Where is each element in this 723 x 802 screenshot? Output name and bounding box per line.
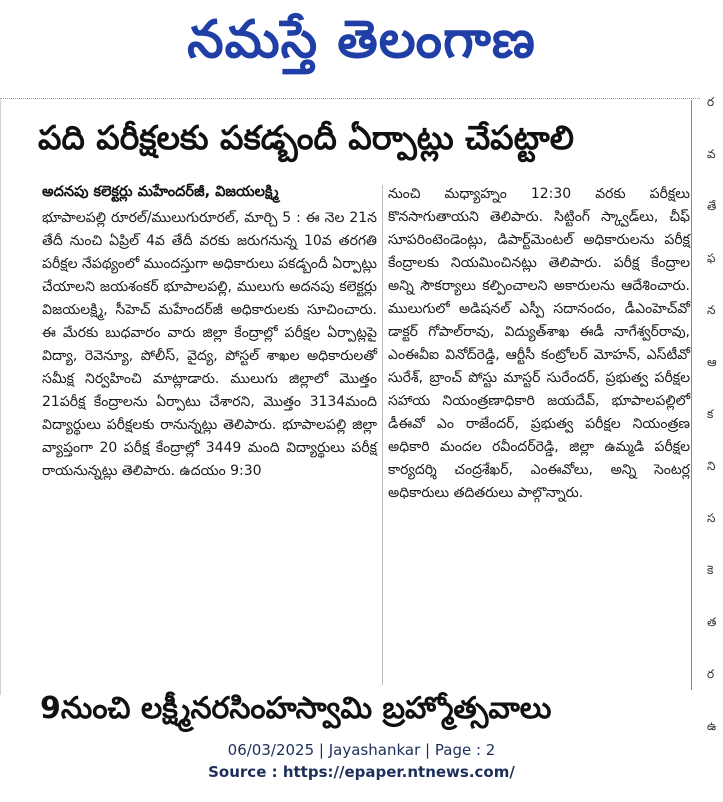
article-headline: పది పరీక్షలకు పకడ్బందీ ఏర్పాట్లు చేపట్టాలి bbox=[38, 118, 574, 157]
strip-char: క bbox=[707, 407, 714, 421]
footer-separator: | bbox=[425, 741, 431, 759]
strip-char: త bbox=[707, 615, 717, 629]
strip-char: ని bbox=[707, 459, 716, 473]
column-rule bbox=[691, 100, 692, 690]
top-divider bbox=[0, 98, 700, 99]
article-column-left bbox=[42, 207, 377, 483]
article-byline: అదనపు కలెక్టర్లు మహేందర్‌జీ, విజయలక్ష్మి bbox=[42, 184, 279, 200]
column-divider bbox=[382, 185, 383, 685]
footer-district: Jayashankar bbox=[328, 741, 421, 759]
footer-separator: | bbox=[318, 741, 324, 759]
strip-char: ఉ bbox=[707, 719, 717, 733]
strip-char: ర bbox=[707, 95, 715, 109]
strip-char: ర bbox=[707, 667, 715, 681]
article-body-right: నుంచి మధ్యాహ్నం 12:30 వరకు పరీక్షలు కొనసాగుతాయని తెలిపారు. సిట్టింగ్ స్క్వాడ్‌లు, చీఫ్ సూపరింటెండెంట్లు, డిపార్ట్‌మెంటల్ అధికారులను పరీక్ష కేంద్రాలకు నియమించినట్లు తెలిపారు. పరీక్ష కేంద్రాల అన్ని సౌకర్యాలు కల్పించాలని అకారులను ఆదేశించారు. ములుగులో అడిషనల్ ఎస్పీ సదానందం, డీఎంహెచ్‌వో డాక్టర్ గోపాల్‌రావు, విద్యుత్‌శాఖ ఈడీ నాగేశ్వర్‌రావు, ఎంఈవీఐ వినోద్‌రెడ్డి, ఆర్టీసీ కంట్రోలర్ మోహన్, ఎస్‌టీవో సురేశ్, బ్రాంచ్ పోస్టు మాస్టర్ సురేందర్, ప్రభుత్వ పరీక్షల సహాయ నియంత్రణాధికారి జయదేవ్, భూపాలపల్లిలో డీఈవో ఎం రాజేందర్, ప్రభుత్వ పరీక్షల నియంత్రణ అధికారి మందల రవీందర్‌రెడ్డి, జిల్లా ఉమ్మడి పరీక్షల కార్యదర్శి చంద్రశేఖర్, ఎంఈవోలు, అన్ని సెంటర్ల అధికారులు తదితరులు పాల్గొన్నారు. bbox=[388, 186, 690, 501]
left-clip-edge bbox=[0, 100, 1, 695]
strip-char: న bbox=[707, 303, 716, 317]
newspaper-logo-title: నమస్తే తెలంగాణ bbox=[187, 9, 536, 70]
article-body-left: భూపాలపల్లి రూరల్/ములుగురూరల్, మార్చి 5 : ఈ నెల 21న తేదీ నుంచి ఏప్రిల్ 4వ తేదీ వరకు జరుగనున్న 10వ తరగతి పరీక్షల నేపథ్యంలో ముందస్తుగా అధికారులు పకడ్బందీ ఏర్పాట్లు చేయాలని జయశంకర్ భూపాలపల్లి, ములుగు అదనపు కలెక్టర్లు విజయలక్ష్మి, సీహెచ్ మహేందర్‌జీ అధికారులకు సూచించారు. ఈ మేరకు బుధవారం వారు జిల్లా కేంద్రాల్లో పరీక్షల ఏర్పాట్లపై విద్యా, రెవెన్యూ, పోలీస్, వైద్య, పోస్టల్ శాఖల అధికారులతో సమీక్ష నిర్వహించి మాట్లాడారు. ములుగు జిల్లాలో మొత్తం 21పరీక్ష కేంద్రాలను ఏర్పాటు చేశారని, మొత్తం 3134మంది విద్యార్థులు పరీక్షలకు రానున్నట్లు తెలిపారు. భూపాలపల్లి జిల్లా వ్యాప్తంగా 20 పరీక్ష కేంద్రాల్లో 3449 మంది విద్యార్థులు పరీక్ష రాయనున్నట్లు తెలిపారు. ఉదయం 9:30 bbox=[42, 210, 377, 479]
strip-char: ఆ bbox=[707, 355, 717, 369]
masthead bbox=[0, 0, 723, 92]
next-article-teaser bbox=[40, 691, 680, 726]
strip-char: తే bbox=[707, 199, 717, 213]
article-column-right bbox=[388, 183, 690, 505]
footer-date: 06/03/2025 bbox=[227, 741, 315, 759]
adjacent-article-strip bbox=[701, 95, 723, 733]
strip-char: స bbox=[707, 511, 716, 525]
footer-page: Page : 2 bbox=[434, 741, 496, 759]
strip-char: ఫ bbox=[707, 251, 716, 265]
strip-char: కె bbox=[707, 563, 714, 577]
strip-char: వ bbox=[707, 147, 716, 161]
teaser-headline: 9నుంచి లక్ష్మీనరసింహస్వామి బ్రహ్మోత్సవాలు bbox=[40, 691, 552, 726]
footer-meta bbox=[0, 741, 723, 759]
footer-source[interactable]: Source : https://epaper.ntnews.com/ bbox=[208, 763, 515, 781]
